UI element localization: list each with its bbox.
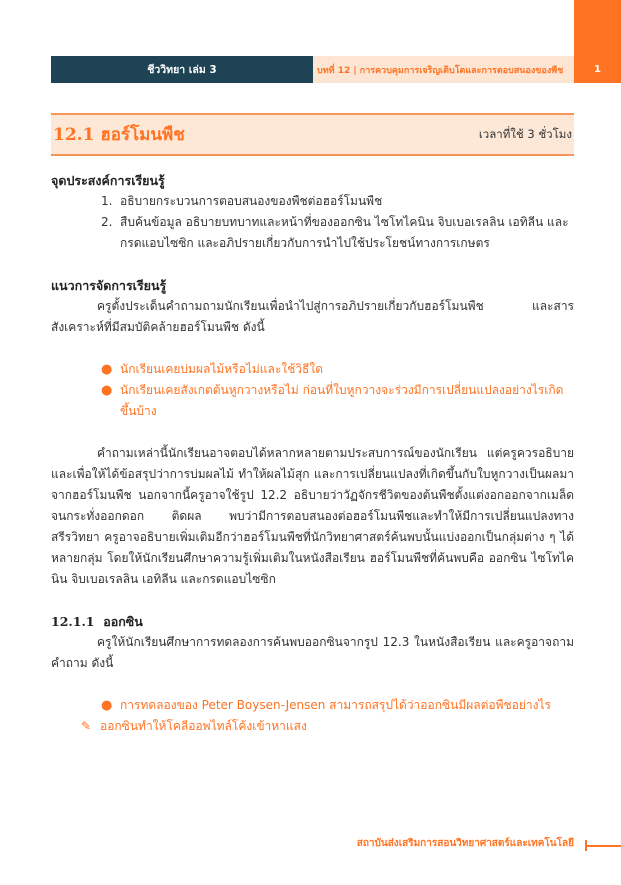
chapter-title: บทที่ 12 | การควบคุมการเจริญเติบโตและการตอบสนองของพืช [317, 65, 564, 76]
objective-number: 2. [101, 215, 113, 229]
book-title-bar [51, 56, 313, 83]
subsection-intro: ครูให้นักเรียนศึกษาการทดลองการค้นพบออกซินจากรูป 12.3 ในหนังสือเรียน และครูอาจถามคำถาม ดังนี้ [51, 635, 574, 670]
page-content [51, 170, 574, 737]
answer-row [81, 716, 574, 737]
objective-text: อธิบายกระบวนการตอบสนองของพืชต่อฮอร์โมนพืช [120, 194, 383, 208]
page-number: 1 [594, 64, 601, 75]
approach-heading: แนวการจัดการเรียนรู้ [51, 278, 167, 293]
question-item [101, 380, 574, 422]
section-header [51, 113, 574, 156]
objectives-list [51, 191, 574, 254]
objectives-heading: จุดประสงค์การเรียนรู้ [51, 173, 165, 188]
question-item [101, 359, 574, 380]
objective-text: สืบค้นข้อมูล อธิบายบทบาทและหน้าที่ของออกซิน ไซโทไคนิน จิบเบอเรลลิน เอทิลีน และกรดแอบไซซิก และอภิปรายเกี่ยวกับการนำไปใช้ประโยชน์ทางการเกษตร [120, 215, 569, 250]
answer-text: ออกซินทำให้โคลีออพไทล์โค้งเข้าหาแสง [100, 719, 307, 733]
question-text: นักเรียนเคยบ่มผลไม้หรือไม่และใช้วิธีใด [120, 362, 324, 376]
bullet-icon: ● [101, 698, 113, 713]
approach-intro: ครูตั้งประเด็นคำถามถามนักเรียนเพื่อนำไปสู่การอภิปรายเกี่ยวกับฮอร์โมนพืช และสารสังเคราะห์ที่มีสมบัติคล้ายฮอร์โมนพืช ดังนี้ [51, 299, 574, 334]
question-text: นักเรียนเคยสังเกตต้นหูกวางหรือไม่ ก่อนที่ใบหูกวางจะร่วงมีการเปลี่ยนแปลงอย่างไรเกิดขึ้นบ้าง [120, 383, 564, 418]
footer-publisher: สถาบันส่งเสริมการสอนวิทยาศาสตร์และเทคโนโลยี [356, 838, 574, 849]
chapter-title-bar [313, 56, 574, 83]
bullet-icon: ● [101, 362, 113, 377]
book-title: ชีววิทยา เล่ม 3 [147, 64, 217, 76]
approach-questions [51, 359, 574, 422]
objective-item [101, 191, 574, 212]
approach-explanation: คำถามเหล่านี้นักเรียนอาจตอบได้หลากหลายตามประสบการณ์ของนักเรียน แต่ครูควรอธิบายและเพื่อให้ได้ข้อสรุปว่าการบ่มผลไม้ ทำให้ผลไม้สุก และการเปลี่ยนแปลงที่เกิดขึ้นกับใบหูกวางเป็นผลมาจากฮอร์โมนพืช นอกจากนี้ครูอาจใช้รูป 12.2 อธิบายว่าวัฏจักรชีวิตของต้นพืชตั้งแต่งอกออกจากเมล็ดจนกระทั่งออกดอก ติดผล พบว่ามีการตอบสนองต่อฮอร์โมนพืชและทำให้มีการเปลี่ยนแปลงทางสรีรวิทยา ครูอาจอธิบายเพิ่มเติมอีกว่าฮอร์โมนพืชที่นักวิทยาศาสตร์ค้นพบนั้นแบ่งออกเป็นกลุ่มต่าง ๆ ได้หลายกลุ่ม โดยให้นักเรียนศึกษาความรู้เพิ่มเติมในหนังสือเรียน ฮอร์โมนพืชที่ค้นพบคือ ออกซิน ไซโทไคนิน จิบเบอเรลลิน เอทิลีน และกรดแอบไซซิก [51, 446, 574, 586]
question-text: การทดลองของ Peter Boysen-Jensen สามารถสรุปได้ว่าออกซินมีผลต่อพืชอย่างไร [120, 698, 551, 712]
subsection-questions [51, 695, 574, 716]
section-title: 12.1 ฮอร์โมนพืช [53, 125, 185, 145]
subsection-title: ออกซิน [103, 614, 143, 629]
pencil-icon: ✎ [81, 719, 92, 733]
subsection-heading [51, 611, 574, 632]
bullet-icon: ● [101, 383, 113, 398]
section-time: เวลาที่ใช้ 3 ชั่วโมง [478, 126, 572, 141]
objective-item [101, 212, 574, 254]
subsection-number: 12.1.1 [51, 614, 95, 629]
footer-rule [585, 845, 621, 847]
question-item [101, 695, 574, 716]
objective-number: 1. [101, 194, 113, 208]
